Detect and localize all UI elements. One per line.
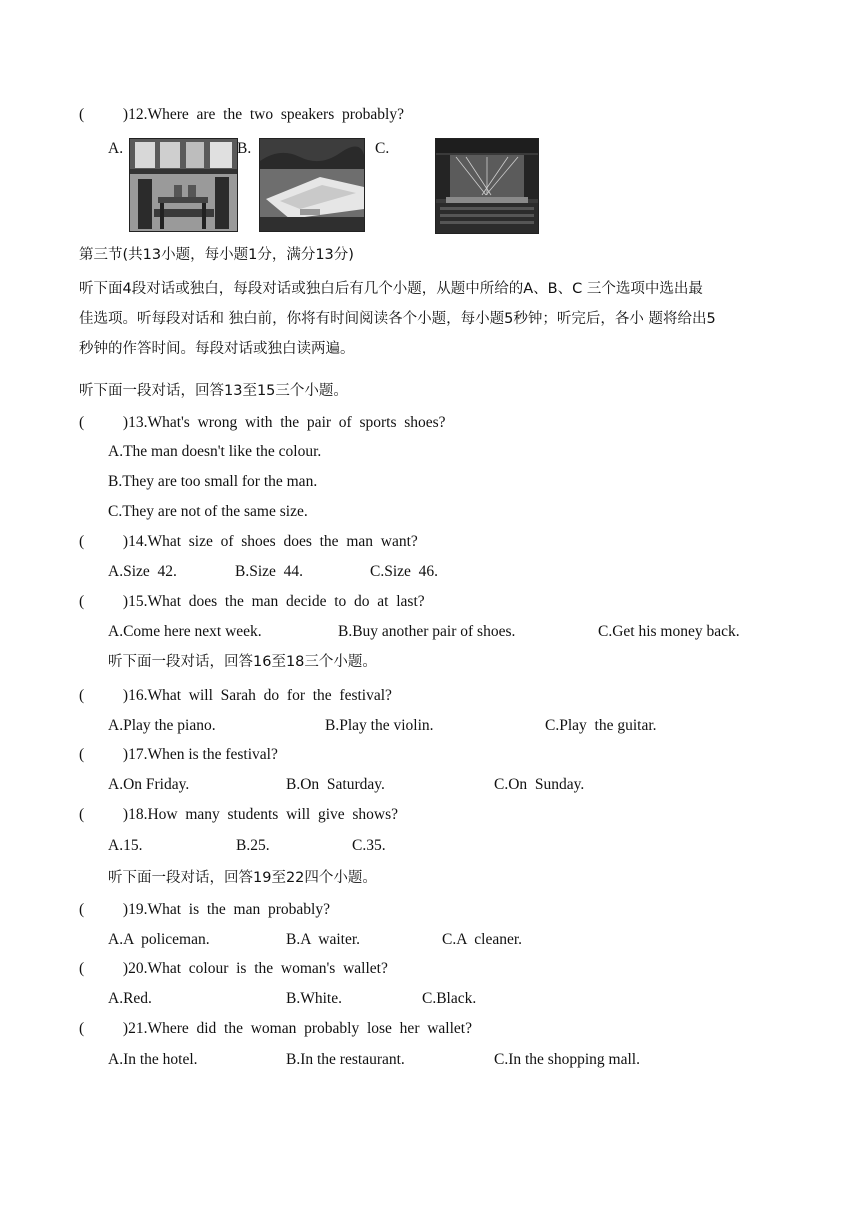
instruction-line: 听下面4段对话或独白，每段对话或独白后有几个小题，从题中所给的A、B、C 三个选项中选出最 <box>79 281 703 297</box>
q18-option-c: C.35. <box>352 837 386 854</box>
instruction-line: 秒钟的作答时间。每段对话或独白读两遍。 <box>79 341 355 357</box>
q15-option-c: C.Get his money back. <box>598 623 740 640</box>
q20-option-a: A.Red. <box>108 990 152 1007</box>
dialogue-2-intro: 听下面一段对话，回答16至18三个小题。 <box>108 654 377 670</box>
q17-option-b: B.On Saturday. <box>286 776 385 793</box>
restaurant-image <box>129 138 238 232</box>
dialogue-1-intro: 听下面一段对话，回答13至15三个小题。 <box>79 383 348 399</box>
q13-option-c: C.They are not of the same size. <box>108 503 308 520</box>
q17-option-a: A.On Friday. <box>108 776 190 793</box>
q20-option-b: B.White. <box>286 990 342 1007</box>
question-21-stem: ( )21.Where did the woman probably lose her wallet? <box>79 1020 472 1037</box>
section-3-heading: 第三节(共13小题，每小题1分，满分13分) <box>79 247 354 263</box>
instruction-line: 佳选项。听每段对话和 独白前，你将有时间阅读各个小题，每小题5秒钟；听完后，各小 题将给出5 <box>79 311 716 327</box>
question-19-stem: ( )19.What is the man probably? <box>79 901 330 918</box>
q19-option-b: B.A waiter. <box>286 931 361 948</box>
q14-option-b: B.Size 44. <box>235 563 304 580</box>
q14-option-a: A.Size 42. <box>108 563 177 580</box>
question-12-stem: ( )12.Where are the two speakers probably? <box>79 106 404 123</box>
q19-option-a: A.A policeman. <box>108 931 210 948</box>
section-3-instructions <box>79 274 784 364</box>
question-20-stem: ( )20.What colour is the woman's wallet? <box>79 960 388 977</box>
q13-option-a: A.The man doesn't like the colour. <box>108 443 322 460</box>
q21-option-c: C.In the shopping mall. <box>494 1051 640 1068</box>
q12-option-b-label: B. <box>237 140 252 157</box>
q21-option-a: A.In the hotel. <box>108 1051 198 1068</box>
q15-option-a: A.Come here next week. <box>108 623 262 640</box>
q18-option-a: A.15. <box>108 837 143 854</box>
q12-option-c-label: C. <box>375 140 390 157</box>
concert-hall-image <box>435 138 539 234</box>
q17-option-c: C.On Sunday. <box>494 776 585 793</box>
question-18-stem: ( )18.How many students will give shows? <box>79 806 399 823</box>
q19-option-c: C.A cleaner. <box>442 931 523 948</box>
pool-image <box>259 138 365 232</box>
q12-option-a-label: A. <box>108 140 124 157</box>
question-17-stem: ( )17.When is the festival? <box>79 746 278 763</box>
question-15-stem: ( )15.What does the man decide to do at last? <box>79 593 425 610</box>
q18-option-b: B.25. <box>236 837 270 854</box>
q13-option-b: B.They are too small for the man. <box>108 473 318 490</box>
q21-option-b: B.In the restaurant. <box>286 1051 405 1068</box>
dialogue-3-intro: 听下面一段对话，回答19至22四个小题。 <box>108 870 377 886</box>
q16-option-b: B.Play the violin. <box>325 717 434 734</box>
q15-option-b: B.Buy another pair of shoes. <box>338 623 516 640</box>
q16-option-a: A.Play the piano. <box>108 717 216 734</box>
question-16-stem: ( )16.What will Sarah do for the festival? <box>79 687 392 704</box>
q20-option-c: C.Black. <box>422 990 477 1007</box>
question-14-stem: ( )14.What size of shoes does the man want? <box>79 533 418 550</box>
q16-option-c: C.Play the guitar. <box>545 717 657 734</box>
q14-option-c: C.Size 46. <box>370 563 439 580</box>
question-13-stem: ( )13.What's wrong with the pair of sports shoes? <box>79 414 446 431</box>
